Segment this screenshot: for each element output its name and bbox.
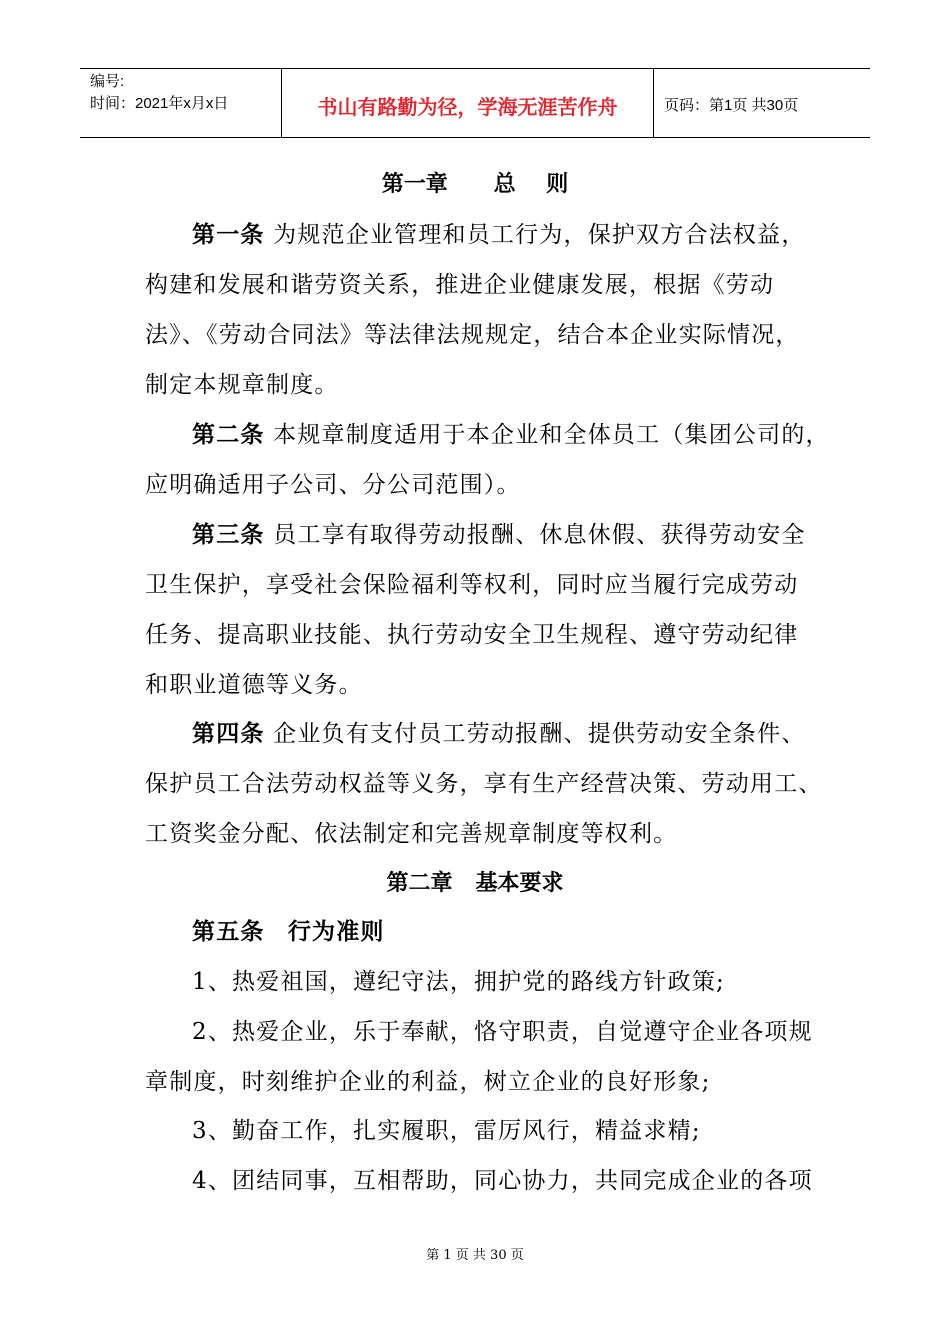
article3-line3: 任务、提高职业技能、执行劳动安全卫生规程、遵守劳动纪律 xyxy=(145,622,799,648)
header-motto-cell xyxy=(282,69,654,137)
article4-text1: 企业负有支付员工劳动报酬、提供劳动安全条件、 xyxy=(273,721,806,747)
article3-line2: 卫生保护，享受社会保险福利等权利，同时应当履行完成劳动 xyxy=(145,572,799,598)
article2-label: 第二条 xyxy=(192,422,265,448)
article5-item1: 1、热爱祖国，遵纪守法，拥护党的路线方针政策; xyxy=(192,969,725,995)
article4-line3: 工资奖金分配、依法制定和完善规章制度等权利。 xyxy=(145,821,678,847)
document-header xyxy=(80,68,870,138)
article5-title: 行为准则 xyxy=(287,919,385,945)
article3-line4: 和职业道德等义务。 xyxy=(145,672,363,698)
article3-label: 第三条 xyxy=(192,522,265,548)
article1-line4: 制定本规章制度。 xyxy=(145,372,339,398)
article1-label: 第一条 xyxy=(192,222,265,248)
header-meta-cell xyxy=(80,69,282,137)
header-page-info: 页码：第1页 共30页 xyxy=(664,96,799,114)
article2-line2: 应明确适用子公司、分公司范围）。 xyxy=(145,472,521,498)
chapter2-title: 第二章 基本要求 xyxy=(386,871,564,896)
article5-item3: 3、勤奋工作，扎实履职，雷厉风行，精益求精; xyxy=(192,1118,701,1144)
article3-line1 xyxy=(192,520,806,550)
article5-heading xyxy=(192,917,385,947)
article5-item2-line2: 章制度，时刻维护企业的利益，树立企业的良好形象; xyxy=(145,1069,711,1095)
article2-line1 xyxy=(192,420,830,450)
article1-text1: 为规范企业管理和员工行为，保护双方合法权益， xyxy=(273,222,806,248)
article5-item2-line1: 2、热爱企业，乐于奉献，恪守职责，自觉遵守企业各项规 xyxy=(192,1019,813,1045)
article1-line2: 构建和发展和谐劳资关系，推进企业健康发展，根据《劳动 xyxy=(145,272,775,298)
page-footer: 第 1 页 共 30 页 xyxy=(426,1248,524,1263)
article4-line2: 保护员工合法劳动权益等义务，享有生产经营决策、劳动用工、 xyxy=(145,771,823,797)
article1-line1 xyxy=(192,220,806,250)
header-motto: 书山有路勤为径，学海无涯苦作舟 xyxy=(317,94,618,119)
chapter1-title: 第一章 总 则 xyxy=(381,172,569,197)
article4-line1 xyxy=(192,719,806,749)
document-time-label: 时间：2021年x月x日 xyxy=(90,95,229,112)
article4-label: 第四条 xyxy=(192,721,265,747)
article2-text1: 本规章制度适用于本企业和全体员工（集团公司的， xyxy=(273,422,830,448)
article1-line3: 法》、《劳动合同法》等法律法规规定，结合本企业实际情况， xyxy=(145,322,800,348)
article5-label: 第五条 xyxy=(192,919,265,945)
article5-item4-line1: 4、团结同事，互相帮助，同心协力，共同完成企业的各项 xyxy=(192,1168,813,1194)
header-page-cell xyxy=(654,69,870,137)
article3-text1: 员工享有取得劳动报酬、休息休假、获得劳动安全 xyxy=(273,522,806,548)
document-number-label: 编号: xyxy=(90,73,125,90)
